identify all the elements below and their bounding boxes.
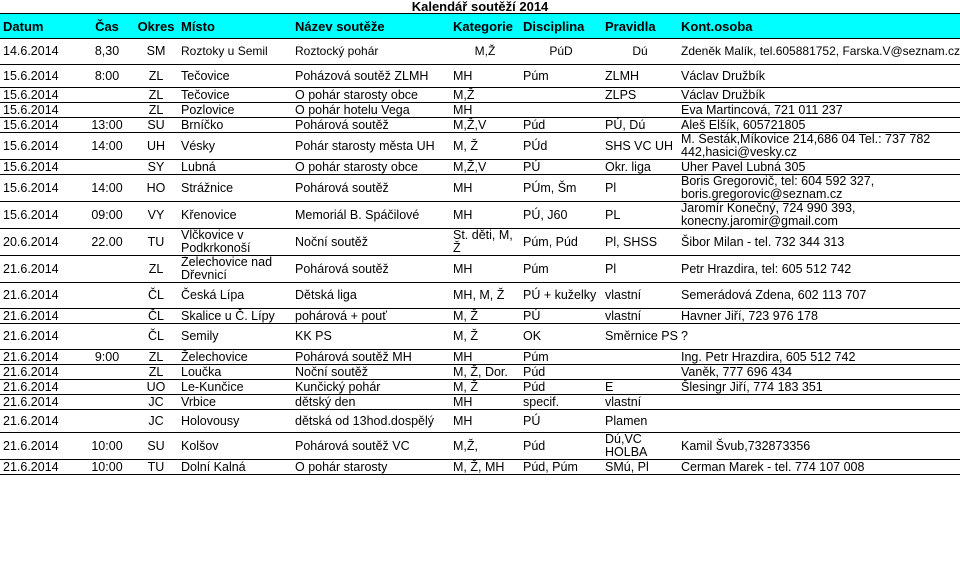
cell-kategorie: MH: [453, 413, 473, 428]
cell-kategorie: M,Ž,V: [453, 159, 487, 174]
cell-cas: 14:00: [91, 180, 123, 195]
cell-nazev: Memoriál B. Spáčilové: [295, 207, 420, 222]
cell-datum: 15.6.2014: [3, 68, 59, 83]
cell-kategorie: M,Ž: [474, 44, 496, 58]
header-kontakt: Kont.osoba: [681, 18, 753, 34]
cell-cas: [80, 103, 134, 118]
table-row: [0, 365, 960, 380]
cell-kontakt: Vaněk, 777 696 434: [681, 364, 792, 379]
cell-misto: Le-Kunčice: [181, 379, 244, 394]
table-row: [0, 103, 960, 118]
table-row: [0, 350, 960, 365]
table-row: [0, 433, 960, 460]
cell-datum: 21.6.2014: [3, 438, 59, 453]
table-row: [0, 160, 960, 175]
cell-kategorie: MH: [453, 394, 473, 409]
header-cas: Čas: [95, 18, 119, 34]
cell-pravidla: vlastní: [605, 308, 642, 323]
cell-kategorie: M,Ž,: [453, 438, 478, 453]
table-row: [0, 39, 960, 65]
cell-kontakt: Václav Družbík: [681, 87, 766, 102]
cell-pravidla: Pl, SHSS: [605, 234, 658, 249]
cell-kontakt: Petr Hrazdira, tel: 605 512 742: [681, 261, 852, 276]
table-row: [0, 460, 960, 475]
cell-nazev: Noční soutěž: [295, 234, 368, 249]
cell-cas: [80, 88, 134, 103]
cell-datum: 21.6.2014: [3, 413, 59, 428]
cell-kategorie: M,Ž: [453, 87, 475, 102]
cell-misto: Loučka: [181, 364, 222, 379]
cell-pravidla: SHS VC UH: [605, 138, 674, 153]
cell-nazev: Kunčický pohár: [295, 379, 381, 394]
cell-kontakt: Šlesingr Jiří, 774 183 351: [681, 379, 823, 394]
cell-pravidla: [602, 365, 678, 380]
cell-okres: ZL: [148, 68, 164, 83]
cell-okres: SU: [147, 438, 165, 453]
cell-pravidla: vlastní: [605, 394, 642, 409]
cell-pravidla: ZLMH: [605, 68, 640, 83]
page-title: Kalendář soutěží 2014: [411, 0, 549, 14]
cell-okres: UO: [146, 379, 166, 394]
cell-okres: ZL: [148, 87, 164, 102]
cell-datum: 21.6.2014: [3, 329, 59, 343]
cell-kategorie: MH: [453, 349, 473, 364]
cell-cas: [80, 395, 134, 410]
cell-pravidla: PÚ, Dú: [605, 117, 646, 132]
cell-cas: [80, 256, 134, 283]
table-row: [0, 229, 960, 256]
cell-kategorie: St. děti, M, Ž: [453, 228, 513, 255]
cell-nazev: O pohár starosty obce: [295, 159, 418, 174]
table-row: [0, 256, 960, 283]
cell-cas: 10:00: [91, 438, 123, 453]
cell-cas: [80, 380, 134, 395]
cell-cas: 9:00: [94, 349, 120, 364]
header-disciplina: Disciplina: [523, 18, 585, 34]
cell-misto: Tečovice: [181, 87, 230, 102]
cell-disciplina: OK: [523, 329, 542, 343]
cell-pravidla: Dú,VC HOLBA: [605, 432, 648, 459]
cell-disciplina: [520, 88, 602, 103]
table-row: [0, 309, 960, 324]
cell-pravidla: Plamen: [605, 413, 648, 428]
cell-misto: Brníčko: [181, 117, 224, 132]
cell-disciplina: Púd: [523, 438, 546, 453]
cell-datum: 15.6.2014: [3, 180, 59, 195]
cell-nazev: pohárová + pouť: [295, 308, 387, 323]
cell-disciplina: PÚd: [523, 138, 548, 153]
cell-disciplina: Púm: [523, 261, 549, 276]
cell-disciplina: specif.: [523, 394, 560, 409]
cell-pravidla: E: [605, 379, 614, 394]
cell-okres: ZL: [148, 102, 164, 117]
cell-datum: 21.6.2014: [3, 364, 59, 379]
cell-pravidla: Pl: [605, 180, 617, 195]
cell-nazev: Pohárová soutěž: [295, 261, 389, 276]
cell-disciplina: PúD: [549, 44, 573, 58]
cell-okres: JC: [148, 394, 164, 409]
cell-nazev: O pohár hotelu Vega: [295, 102, 410, 117]
cell-nazev: Pohárová soutěž: [295, 117, 389, 132]
cell-misto: Pozlovice: [181, 102, 235, 117]
cell-disciplina: Púd, Púm: [523, 459, 578, 474]
cell-misto: Vrbice: [181, 394, 216, 409]
table-row: [0, 410, 960, 433]
cell-kategorie: M,Ž,V: [453, 117, 487, 132]
cell-nazev: O pohár starosty obce: [295, 87, 418, 102]
cell-datum: 21.6.2014: [3, 288, 59, 302]
cell-okres: ZL: [148, 261, 164, 276]
cell-nazev: Poházová soutěž ZLMH: [295, 68, 429, 83]
cell-pravidla: [602, 350, 678, 365]
cell-cas: [80, 365, 134, 380]
cell-misto: Želechovice nad Dřevnicí: [181, 255, 273, 282]
cell-disciplina: PÚ, J60: [523, 207, 568, 222]
table-row: [0, 65, 960, 88]
cell-misto: Vlčkovice v Podkrkonoší: [181, 228, 251, 255]
header-datum: Datum: [3, 18, 44, 34]
cell-cas: [80, 160, 134, 175]
cell-pravidla: [602, 103, 678, 118]
cell-nazev: Pohár starosty města UH: [295, 138, 435, 153]
cell-kontakt: M. Šesták,Míkovice 214,686 04 Tel.: 737 782 442,hasici@vesky.cz: [681, 132, 931, 159]
cell-kontakt: Václav Družbík: [681, 68, 766, 83]
cell-cas: 10:00: [91, 459, 123, 474]
cell-cas: 14:00: [91, 138, 123, 153]
cell-kontakt: [678, 410, 960, 433]
cell-cas: 09:00: [91, 207, 123, 222]
cell-kategorie: M, Ž: [453, 329, 478, 343]
cell-okres: SY: [147, 159, 165, 174]
cell-disciplina: Púm, Púd: [523, 234, 578, 249]
cell-okres: ČL: [148, 288, 164, 302]
cell-okres: ZL: [148, 349, 164, 364]
cell-kategorie: MH, M, Ž: [453, 288, 505, 302]
cell-datum: 21.6.2014: [3, 349, 59, 364]
cell-datum: 14.6.2014: [3, 44, 59, 58]
table-row: [0, 118, 960, 133]
cell-datum: 15.6.2014: [3, 87, 59, 102]
cell-kontakt: Semerádová Zdena, 602 113 707: [681, 288, 867, 302]
header-nazev: Název soutěže: [295, 18, 385, 34]
header-misto: Místo: [181, 18, 215, 34]
cell-misto: Želechovice: [181, 349, 248, 364]
cell-datum: 15.6.2014: [3, 117, 59, 132]
cell-nazev: Pohárová soutěž VC: [295, 438, 410, 453]
cell-nazev: Pohárová soutěž: [295, 180, 389, 195]
cell-pravidla: Pl: [605, 261, 617, 276]
cell-nazev: O pohár starosty: [295, 459, 388, 474]
cell-disciplina: Púd: [523, 364, 546, 379]
cell-disciplina: PÚ: [523, 308, 541, 323]
cell-pravidla: ZLPS: [605, 87, 637, 102]
cell-cas: [80, 309, 134, 324]
cell-kategorie: M, Ž: [453, 138, 478, 153]
cell-disciplina: Púd: [523, 117, 546, 132]
cell-datum: 15.6.2014: [3, 159, 59, 174]
competition-table: [0, 13, 960, 475]
cell-okres: ZL: [148, 364, 164, 379]
cell-nazev: Noční soutěž: [295, 364, 368, 379]
table-row: [0, 324, 960, 350]
cell-disciplina: Púd: [523, 379, 546, 394]
cell-okres: JC: [148, 413, 164, 428]
cell-pravidla: vlastní: [605, 288, 642, 302]
cell-datum: 20.6.2014: [3, 234, 59, 249]
cell-pravidla: Směrnice PS: [605, 329, 678, 343]
cell-pravidla: SMú, Pl: [605, 459, 649, 474]
cell-nazev: Dětská liga: [295, 288, 357, 302]
cell-misto: Tečovice: [181, 68, 230, 83]
cell-okres: HO: [146, 180, 166, 195]
cell-nazev: KK PS: [295, 329, 332, 343]
cell-misto: Česká Lípa: [181, 288, 245, 302]
cell-misto: Kolšov: [181, 438, 219, 453]
cell-misto: Holovousy: [181, 413, 240, 428]
cell-nazev: dětský den: [295, 394, 356, 409]
header-kategorie: Kategorie: [453, 18, 513, 34]
cell-disciplina: Púm: [523, 68, 549, 83]
cell-nazev: Roztocký pohár: [295, 44, 379, 58]
cell-pravidla: Okr. liga: [605, 159, 651, 174]
cell-misto: Skalice u Č. Lípy: [181, 308, 275, 323]
table-header-row: [0, 14, 960, 39]
cell-misto: Roztoky u Semil: [181, 44, 268, 58]
cell-datum: 15.6.2014: [3, 207, 59, 222]
cell-datum: 15.6.2014: [3, 138, 59, 153]
cell-kategorie: MH: [453, 102, 473, 117]
cell-disciplina: PÚ: [523, 413, 541, 428]
table-row: [0, 395, 960, 410]
cell-disciplina: PÚm, Šm: [523, 180, 577, 195]
cell-cas: 13:00: [91, 117, 123, 132]
cell-kategorie: M, Ž, MH: [453, 459, 505, 474]
header-pravidla: Pravidla: [605, 18, 656, 34]
cell-kontakt: Šibor Milan - tel. 732 344 313: [681, 234, 845, 249]
cell-disciplina: [520, 103, 602, 118]
table-row: [0, 283, 960, 309]
cell-nazev: Pohárová soutěž MH: [295, 349, 412, 364]
cell-kontakt: Kamil Švub,732873356: [681, 438, 811, 453]
cell-kontakt: Zdeněk Malík, tel.605881752, Farska.V@seznam.cz: [681, 44, 960, 58]
cell-okres: UH: [146, 138, 166, 153]
header-okres: Okres: [137, 18, 175, 34]
cell-datum: 21.6.2014: [3, 459, 59, 474]
table-row: [0, 175, 960, 202]
cell-cas: 8,30: [94, 44, 120, 58]
table-row: [0, 380, 960, 395]
cell-misto: Dolní Kalná: [181, 459, 246, 474]
cell-pravidla: Dú: [632, 44, 648, 58]
cell-kontakt: Jaromír Konečný, 724 990 393, konecny.jaromir@gmail.com: [681, 201, 856, 228]
cell-kategorie: MH: [453, 261, 473, 276]
cell-misto: Semily: [181, 329, 219, 343]
cell-misto: Lubná: [181, 159, 216, 174]
cell-okres: VY: [147, 207, 165, 222]
cell-cas: [80, 410, 134, 433]
cell-kategorie: M, Ž: [453, 308, 478, 323]
table-row: [0, 88, 960, 103]
cell-okres: ČL: [148, 308, 164, 323]
cell-kategorie: MH: [453, 68, 473, 83]
cell-disciplina: PÚ: [523, 159, 541, 174]
cell-cas: 8:00: [94, 68, 120, 83]
cell-okres: SU: [147, 117, 165, 132]
cell-datum: 21.6.2014: [3, 308, 59, 323]
cell-kontakt: Aleš Elšík, 605721805: [681, 117, 806, 132]
cell-kategorie: M, Ž: [453, 379, 478, 394]
table-row: [0, 133, 960, 160]
cell-kontakt: Boris Gregorovič, tel: 604 592 327, boris.gregorovic@seznam.cz: [681, 174, 875, 201]
cell-kontakt: Eva Martincová, 721 011 237: [681, 102, 843, 117]
cell-kontakt: Havner Jiří, 723 976 178: [681, 308, 818, 323]
cell-kontakt: ?: [681, 329, 688, 343]
cell-kontakt: Cerman Marek - tel. 774 107 008: [681, 459, 865, 474]
cell-cas: [80, 283, 134, 309]
cell-datum: 21.6.2014: [3, 261, 59, 276]
cell-misto: Křenovice: [181, 207, 237, 222]
cell-cas: 22.00: [91, 234, 123, 249]
table-row: [0, 202, 960, 229]
cell-okres: TU: [147, 234, 165, 249]
cell-okres: SM: [146, 44, 166, 58]
cell-misto: Vésky: [181, 138, 216, 153]
cell-datum: 21.6.2014: [3, 394, 59, 409]
cell-nazev: dětská od 13hod.dospělý: [295, 413, 434, 428]
cell-cas: [80, 324, 134, 350]
cell-datum: 21.6.2014: [3, 379, 59, 394]
cell-pravidla: PL: [605, 207, 621, 222]
cell-misto: Strážnice: [181, 180, 234, 195]
cell-datum: 15.6.2014: [3, 102, 59, 117]
cell-disciplina: Púm: [523, 349, 549, 364]
cell-disciplina: PÚ + kuželky: [523, 288, 597, 302]
cell-okres: ČL: [148, 329, 164, 343]
cell-kontakt: [678, 395, 960, 410]
cell-okres: TU: [147, 459, 165, 474]
cell-kontakt: Ing. Petr Hrazdira, 605 512 742: [681, 349, 856, 364]
cell-kontakt: Uher Pavel Lubná 305: [681, 159, 806, 174]
cell-kategorie: M, Ž, Dor.: [453, 364, 508, 379]
cell-kategorie: MH: [453, 207, 473, 222]
cell-kategorie: MH: [453, 180, 473, 195]
